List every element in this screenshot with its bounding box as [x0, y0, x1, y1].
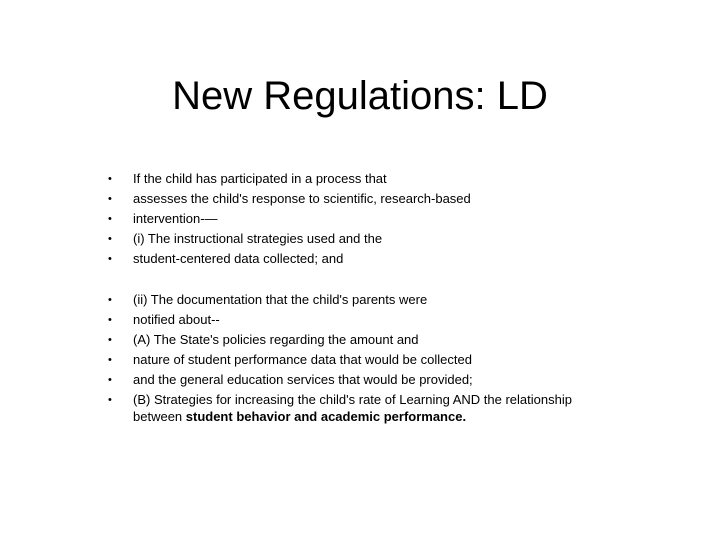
bullet-icon: • [108, 354, 112, 366]
bullet-icon: • [108, 213, 112, 225]
continuation-prefix: between [133, 409, 186, 424]
bullet-icon: • [108, 374, 112, 386]
bullet-icon: • [108, 253, 112, 265]
bullet-continuation [133, 409, 653, 425]
bullet-icon: • [108, 173, 112, 185]
bullet-text: assesses the child's response to scientific, research-based [133, 191, 471, 206]
bullet-icon: • [108, 314, 112, 326]
bullet-text: and the general education services that would be provided; [133, 372, 473, 387]
bullet-icon: • [108, 394, 112, 406]
bullet-text: (ii) The documentation that the child's parents were [133, 292, 428, 307]
bullet-icon: • [108, 193, 112, 205]
bullet-icon: • [108, 294, 112, 306]
bullet-text: (A) The State's policies regarding the amount and [133, 332, 419, 347]
bullet-text: (i) The instructional strategies used and the [133, 231, 383, 246]
continuation-emphasis: student behavior and academic performance. [185, 409, 467, 424]
bullet-text: (B) Strategies for increasing the child's rate of Learning AND the relationship [133, 392, 572, 407]
bullet-text: nature of student performance data that would be collected [133, 352, 472, 367]
bullet-text: student-centered data collected; and [133, 251, 344, 266]
bullet-text: notified about-- [133, 312, 220, 327]
bullet-icon: • [108, 233, 112, 245]
bullet-icon: • [108, 334, 112, 346]
slide-title: New Regulations: LD [172, 74, 548, 118]
bullet-text: If the child has participated in a process that [133, 171, 387, 186]
bullet-text: intervention-— [133, 211, 218, 226]
